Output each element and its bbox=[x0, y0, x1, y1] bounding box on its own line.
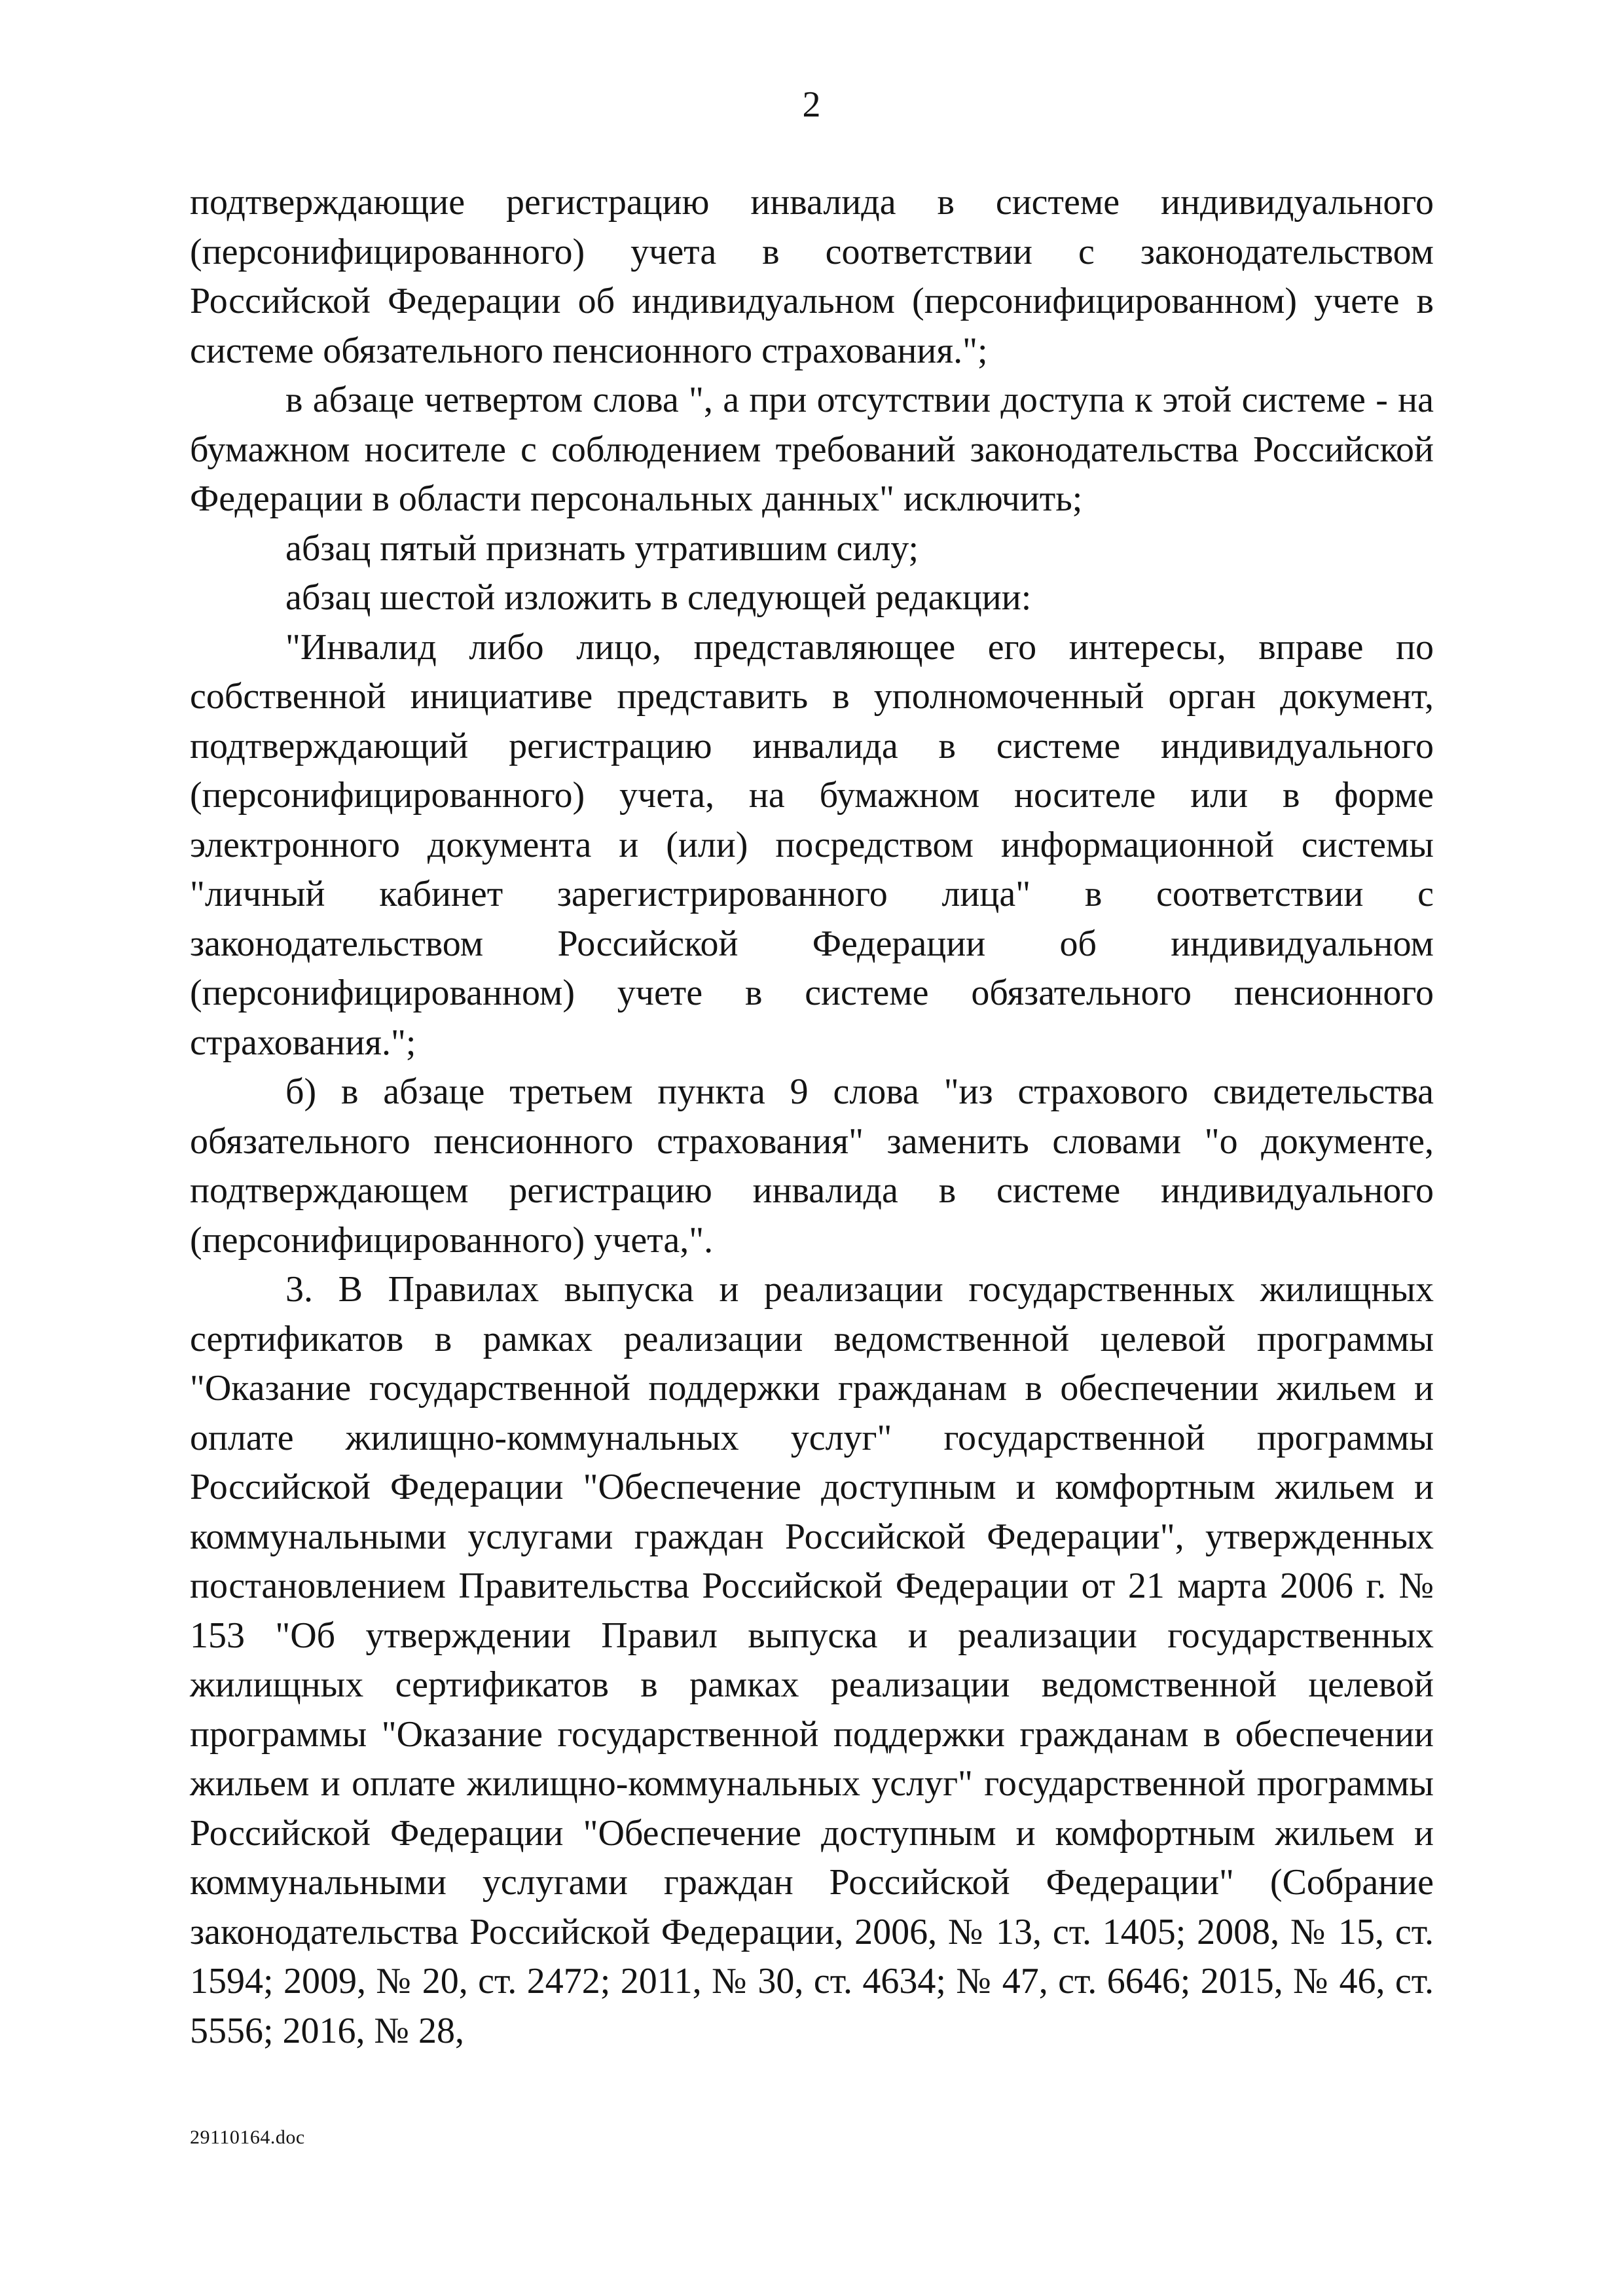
paragraph-new-text: "Инвалид либо лицо, представляющее его интересы, вправе по собственной инициативе представить в уполномоченный орган документ, подтверждающий регистрацию инвалида в системе индивидуального (персонифицированного) учета, на бумажном носителе или в форме электронного документа и (или) посредством информационной системы "личный кабинет зарегистрированного лица" в соответствии с законодательством Российской Федерации об индивидуальном (персонифицированном) учете в системе обязательного пенсионного страхования."; bbox=[190, 626, 1434, 1063]
paragraph-abzac-6: абзац шестой изложить в следующей редакции: bbox=[285, 577, 1032, 618]
paragraph-item-3: 3. В Правилах выпуска и реализации государственных жилищных сертификатов в рамках реализации ведомственной целевой программы "Оказание государственной поддержки гражданам в обеспечении жильем и оплате жилищно-коммунальных услуг" государственной программы Российской Федерации "Обеспечение доступным и комфортным жильем и коммунальными услугами граждан Российской Федерации", утвержденных постановлением Правительства Российской Федерации от 21 марта 2006 г. № 153 "Об утверждении Правил выпуска и реализации государственных жилищных сертификатов в рамках реализации ведомственной целевой программы "Оказание государственной поддержки гражданам в обеспечении жильем и оплате жилищно-коммунальных услуг" государственной программы Российской Федерации "Обеспечение доступным и комфортным жильем и коммунальными услугами граждан Российской Федерации" (Собрание законодательства Российской Федерации, 2006, № 13, ст. 1405; 2008, № 15, ст. 1594; 2009, № 20, ст. 2472; 2011, № 30, ст. 4634; № 47, ст. 6646; 2015, № 46, ст. 5556; 2016, № 28, bbox=[190, 1269, 1434, 2051]
paragraph-continuation: подтверждающие регистрацию инвалида в системе индивидуального (персонифицированного) учета в соответствии с законодательством Российской Федерации об индивидуальном (персонифицированном) учете в системе обязательного пенсионного страхования."; bbox=[190, 182, 1434, 371]
page-number: 2 bbox=[802, 84, 821, 125]
document-body bbox=[190, 178, 1434, 2056]
paragraph-abzac-4: в абзаце четвертом слова ", а при отсутствии доступа к этой системе - на бумажном носителе с соблюдением требований законодательства Российской Федерации в области персональных данных" исключить; bbox=[190, 380, 1434, 519]
paragraph-item-b: б) в абзаце третьем пункта 9 слова "из страхового свидетельства обязательного пенсионного страхования" заменить словами "о документе, подтверждающем регистрацию инвалида в системе индивидуального (персонифицированного) учета,". bbox=[190, 1071, 1434, 1261]
paragraph-abzac-5: абзац пятый признать утратившим силу; bbox=[285, 528, 919, 569]
document-file-code: 29110164.doc bbox=[190, 2126, 305, 2148]
